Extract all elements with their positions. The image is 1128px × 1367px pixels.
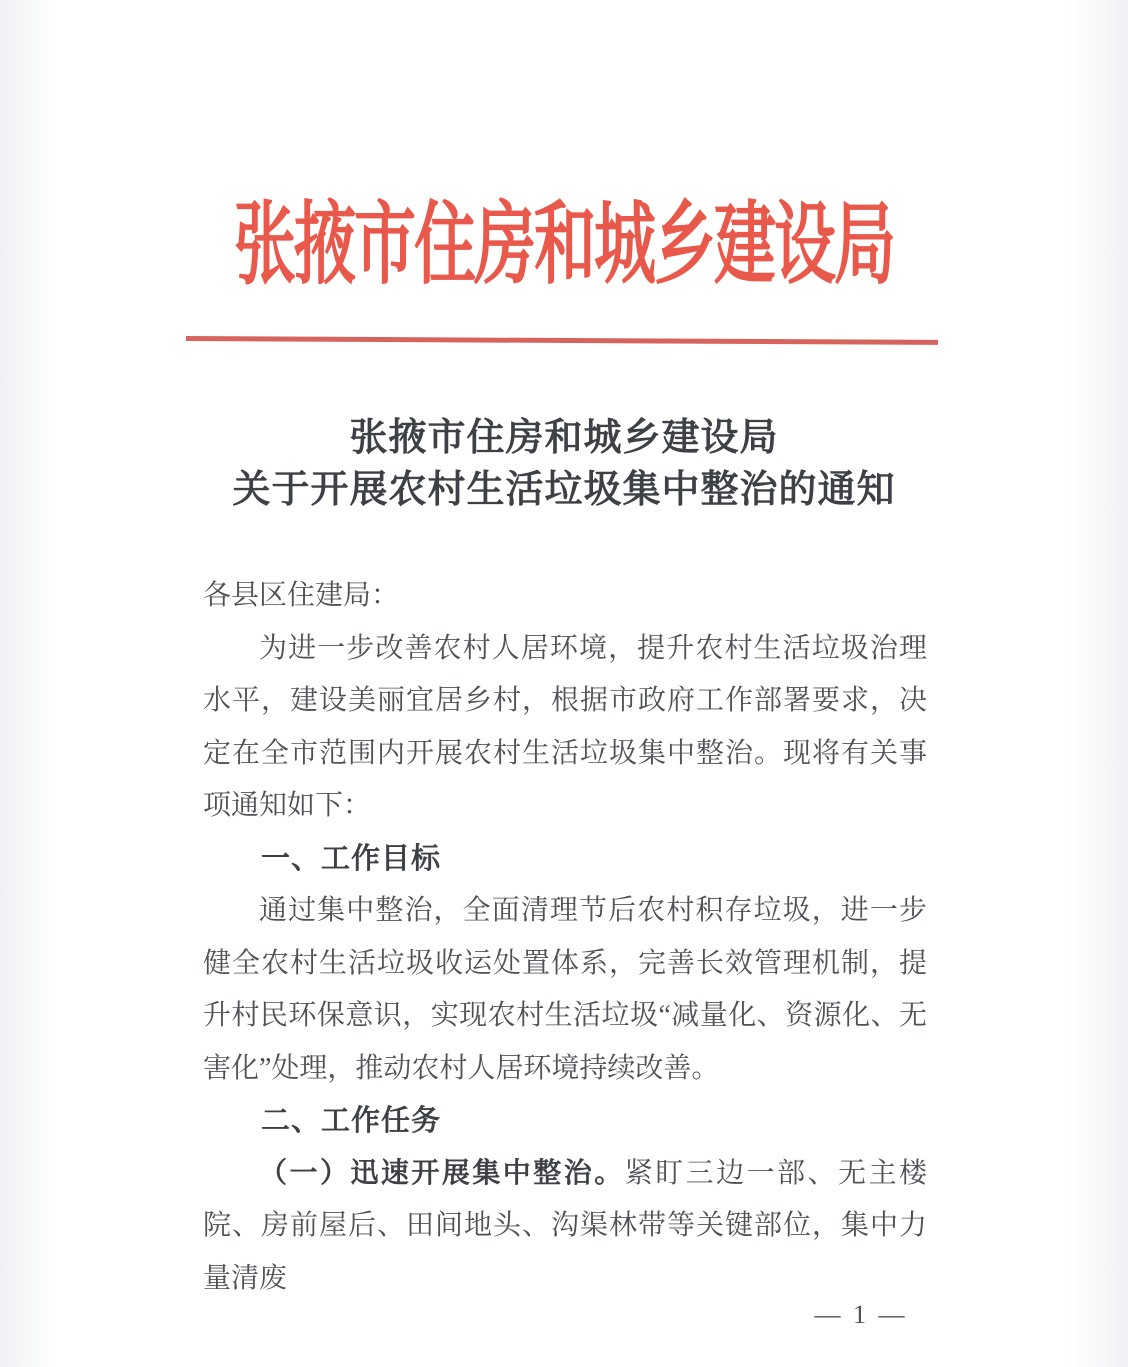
section-2-heading: 二、工作任务 — [261, 1105, 442, 1137]
document-title — [0, 412, 1128, 516]
task-item-1-text: 紧盯三边一部、无主楼院、房前屋后、田间地头、沟渠林带等关键部位，集中力量清废 — [203, 1157, 927, 1294]
document-body — [203, 570, 927, 1305]
salutation: 各县区住建局： — [203, 580, 400, 611]
task-item-1-label: （一）迅速开展集中整治。 — [259, 1157, 625, 1189]
letterhead-agency-name: 张掖市住房和城乡建设局 — [233, 196, 894, 295]
section-1-paragraph: 通过集中整治，全面清理节后农村积存垃圾，进一步健全农村生活垃圾收运处置体系，完善长效管理机制，提升村民环保意识，实现农村生活垃圾“减量化、资源化、无害化”处理，推动农村人居环境持续改善。 — [203, 895, 927, 1084]
document-title-line2: 关于开展农村生活垃圾集中整治的通知 — [232, 469, 896, 511]
letterhead-red-divider — [186, 336, 938, 345]
intro-paragraph: 为进一步改善农村人居环境，提升农村生活垃圾治理水平，建设美丽宜居乡村，根据市政府工作部署要求，决定在全市范围内开展农村生活垃圾集中整治。现将有关事项通知如下： — [203, 632, 927, 821]
letterhead — [0, 170, 1128, 302]
task-item-1 — [203, 1148, 927, 1306]
document-title-line1: 张掖市住房和城乡建设局 — [349, 417, 779, 459]
page-number: — 1 — — [814, 1300, 908, 1329]
section-1-heading: 一、工作目标 — [261, 842, 442, 875]
